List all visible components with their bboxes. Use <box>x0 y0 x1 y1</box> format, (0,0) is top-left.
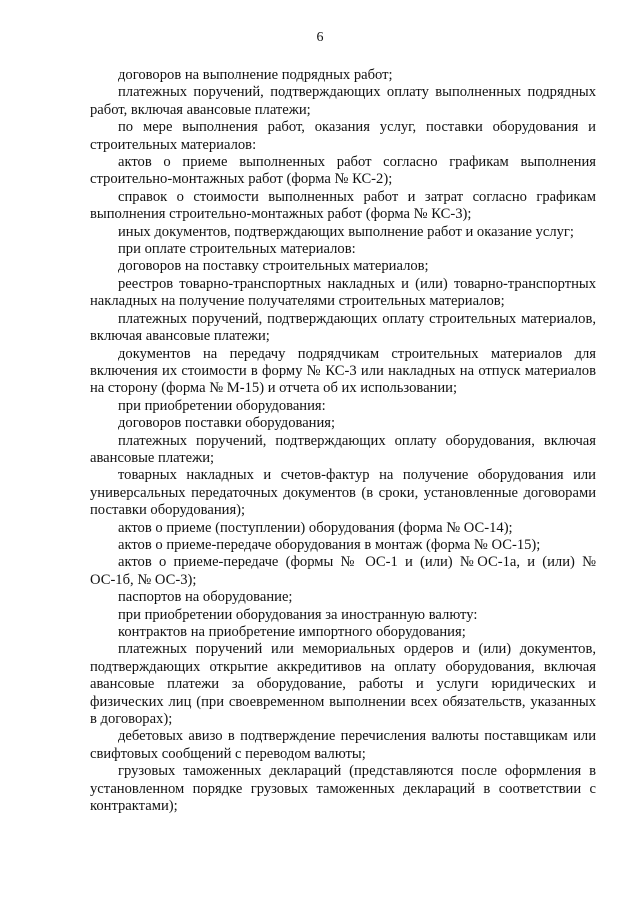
paragraph: товарных накладных и счетов-фактур на получение оборудования или универсальных передаточных документов (в сроки, установленные договорами поставки оборудования); <box>90 467 596 519</box>
paragraph: грузовых таможенных деклараций (представляются после оформления в установленном порядке грузовых таможенных деклараций в соответствии с контрактами); <box>90 763 596 815</box>
paragraph: договоров на выполнение подрядных работ; <box>118 67 393 83</box>
paragraph: паспортов на оборудование; <box>118 589 293 606</box>
paragraph: контрактов на приобретение импортного оборудования; <box>118 624 466 640</box>
paragraph: актов о приеме-передаче (формы № ОС-1 и (или) №ОС-1а, и (или) № ОС-1б, № ОС-3); <box>90 554 596 588</box>
paragraph: реестров товарно-транспортных накладных и (или) товарно-транспортных накладных на получение получателями строительных материалов; <box>90 275 596 310</box>
paragraph: иных документов, подтверждающих выполнение работ и оказание услуг; <box>118 223 574 240</box>
paragraph: актов о приеме-передаче оборудования в монтаж (форма № ОС-15); <box>118 536 541 553</box>
page-number: 6 <box>316 30 324 45</box>
paragraph: договоров поставки оборудования; <box>118 415 336 432</box>
paragraph: платежных поручений, подтверждающих оплату выполненных подрядных работ, включая авансовые платежи; <box>90 84 596 118</box>
paragraph: по мере выполнения работ, оказания услуг, поставки оборудования и строительных материалов: <box>90 119 596 153</box>
paragraph: платежных поручений или мемориальных ордеров и (или) документов, подтверждающих открытие аккредитивов на оплату оборудования, включая авансовые платежи за оборудование, работы и услуги юридических и физических лиц (при своевременном выполнении всех обязательств, указанных в договорах); <box>90 641 596 728</box>
paragraph: при приобретении оборудования за иностранную валюту: <box>118 606 478 623</box>
paragraph: платежных поручений, подтверждающих оплату строительных материалов, включая авансовые платежи; <box>90 310 596 345</box>
paragraph: документов на передачу подрядчикам строительных материалов для включения их стоимости в форму № КС-3 или накладных на отпуск материалов на сторону (форма № М-15) и отчета об их использовании; <box>90 345 596 397</box>
paragraph: дебетовых авизо в подтверждение перечисления валюты поставщикам или свифтовых сообщений с переводом валюты; <box>90 728 596 762</box>
document-body <box>90 67 596 815</box>
paragraph: договоров на поставку строительных материалов; <box>118 258 429 275</box>
paragraph: при приобретении оборудования: <box>118 397 326 414</box>
paragraph: актов о приеме выполненных работ согласно графикам выполнения строительно-монтажных работ (форма № КС-2); <box>90 154 596 188</box>
paragraph: актов о приеме (поступлении) оборудования (форма № ОС-14); <box>118 519 513 536</box>
paragraph: при оплате строительных материалов: <box>118 241 356 258</box>
paragraph: справок о стоимости выполненных работ и затрат согласно графикам выполнения строительно-монтажных работ (форма № КС-3); <box>90 188 596 223</box>
paragraph: платежных поручений, подтверждающих оплату оборудования, включая авансовые платежи; <box>90 432 596 466</box>
